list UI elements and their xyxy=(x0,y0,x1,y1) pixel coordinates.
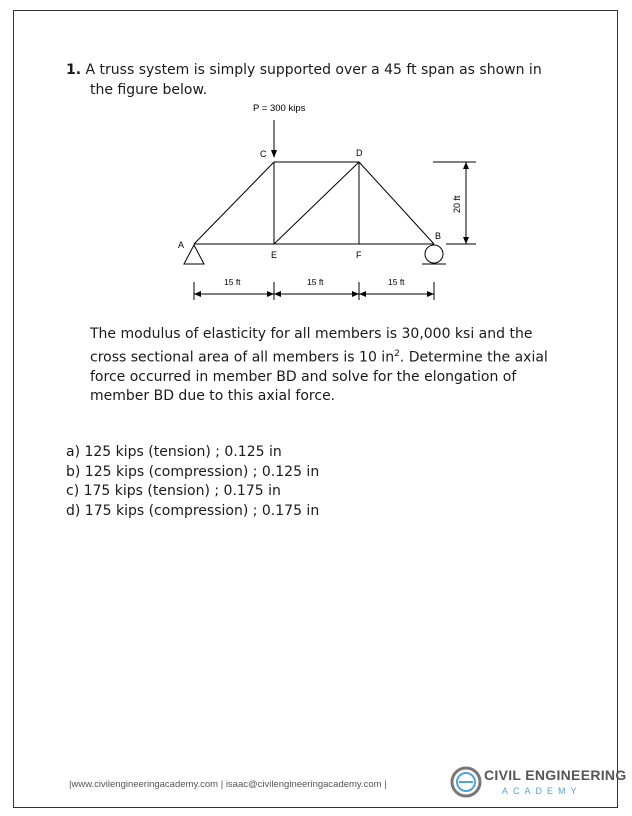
node-label-c: C xyxy=(260,149,267,159)
height-arrow-top xyxy=(463,162,469,169)
question-line-2: the figure below. xyxy=(90,82,208,98)
option-c: c) 175 kips (tension) ; 0.175 in xyxy=(66,483,281,499)
span-arrow-1a xyxy=(194,291,201,297)
span-arrow-1b xyxy=(267,291,274,297)
paragraph-line-2 xyxy=(90,345,560,368)
question-number: 1. xyxy=(66,62,82,78)
logo-emblem-icon xyxy=(450,764,482,800)
superscript-2: 2 xyxy=(394,348,400,359)
pin-support-a xyxy=(184,245,204,264)
paragraph-line-1: The modulus of elasticity for all members is 30,000 ksi and the xyxy=(90,326,533,342)
answer-options xyxy=(66,443,319,521)
member-bd xyxy=(359,162,434,244)
option-b: b) 125 kips (compression) ; 0.125 in xyxy=(66,463,320,480)
node-label-e: E xyxy=(271,250,278,260)
question-text-1: A truss system is simply supported over a 45 ft span as shown in xyxy=(85,62,542,78)
option-d: d) 175 kips (compression) ; 0.175 in xyxy=(66,502,320,519)
span-arrow-2b xyxy=(352,291,359,297)
paragraph-line-3: force occurred in member BD and solve for the elongation of xyxy=(90,368,517,385)
paragraph-line-2-tail: . Determine the axial xyxy=(399,349,548,366)
node-label-b: B xyxy=(435,231,442,241)
logo-subtitle: ACADEMY xyxy=(502,786,582,796)
paragraph-line-4: member BD due to this axial force. xyxy=(90,388,336,405)
span-arrow-2a xyxy=(274,291,281,297)
truss-figure xyxy=(160,98,480,303)
load-arrow-head xyxy=(271,150,277,158)
civil-engineering-academy-logo xyxy=(450,764,627,804)
member-ac xyxy=(194,162,274,244)
load-label: P = 300 kips xyxy=(253,103,306,114)
question-line-1 xyxy=(66,61,542,80)
problem-paragraph xyxy=(90,325,560,407)
span-arrow-3a xyxy=(359,291,366,297)
node-label-d: D xyxy=(356,148,363,158)
logo-title: CIVIL ENGINEERING xyxy=(484,767,627,783)
roller-support-b xyxy=(425,245,443,263)
span-label-2: 15 ft xyxy=(307,277,324,287)
span-arrow-3b xyxy=(427,291,434,297)
paragraph-line-2-text: cross sectional area of all members is 10 in xyxy=(90,349,395,366)
node-label-f: F xyxy=(356,250,362,260)
height-arrow-bottom xyxy=(463,237,469,244)
height-label: 20 ft xyxy=(452,195,462,213)
member-ed xyxy=(274,162,359,244)
option-a: a) 125 kips (tension) ; 0.125 in xyxy=(66,444,282,460)
span-label-3: 15 ft xyxy=(388,277,405,287)
footer-contact: |www.civilengineeringacademy.com | isaac@civilengineeringacademy.com | xyxy=(69,779,387,790)
node-label-a: A xyxy=(178,240,185,250)
span-label-1: 15 ft xyxy=(224,277,241,287)
